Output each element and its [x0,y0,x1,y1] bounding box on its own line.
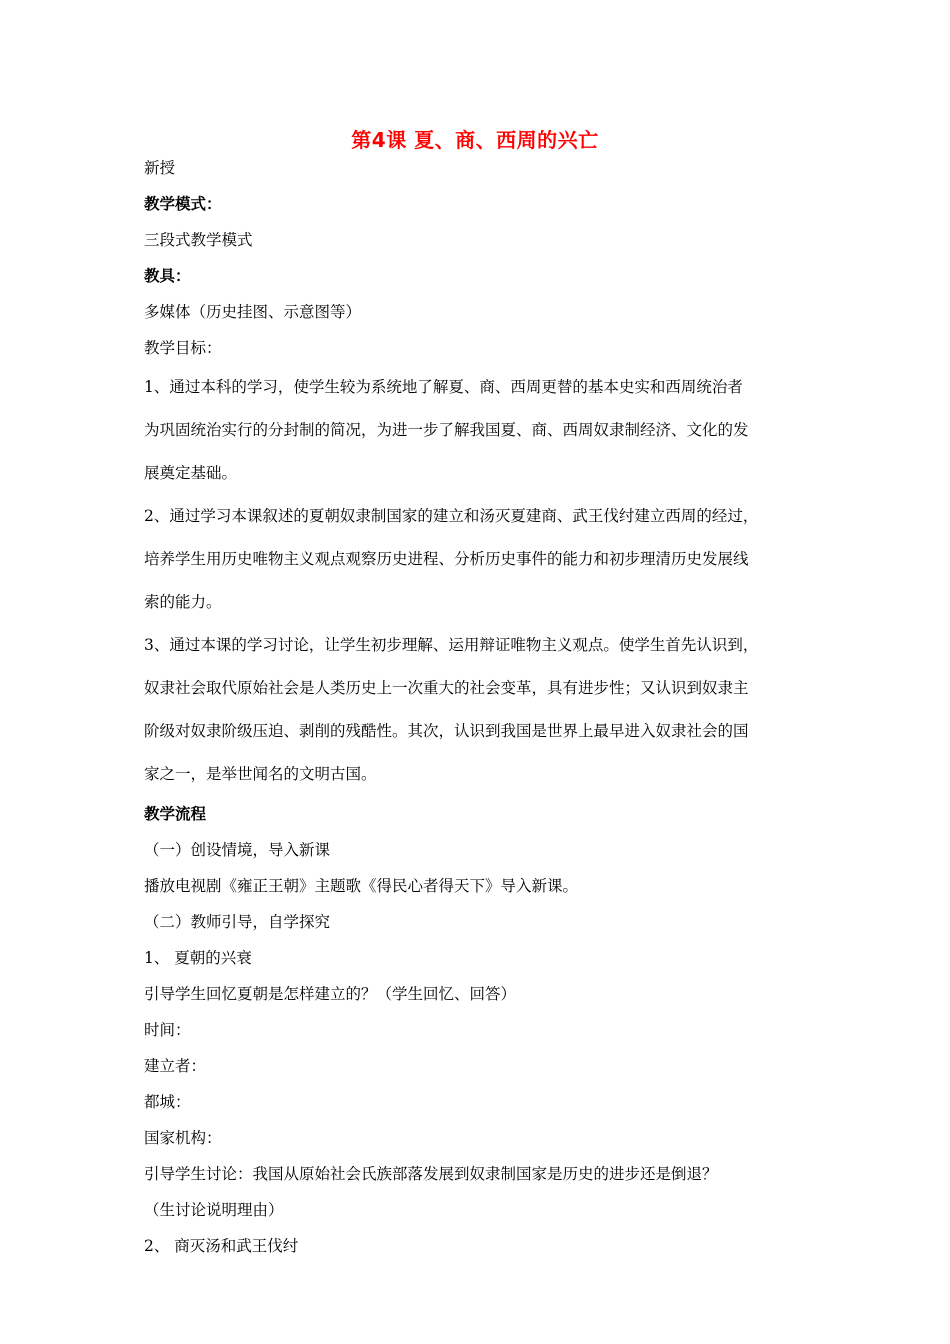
flow-step-intro-detail: 播放电视剧《雍正王朝》主题歌《得民心者得天下》导入新课。 [144,877,579,895]
objective-3-line: 阶级对奴隶阶级压迫、剥削的残酷性。其次，认识到我国是世界上最早进入奴隶社会的国 [144,722,749,740]
flow-xia-institutions: 国家机构： [144,1129,222,1147]
flow-step-intro: （一）创设情境，导入新课 [144,841,331,859]
objective-2-line: 培养学生用历史唯物主义观点观察历史进程、分析历史事件的能力和初步理清历史发展线 [144,550,749,568]
flow-step-self-study: （二）教师引导，自学探究 [144,913,331,931]
flow-xia-question: 引导学生回忆夏朝是怎样建立的？（学生回忆、回答） [144,985,517,1003]
teaching-mode-text: 三段式教学模式 [144,231,253,249]
teaching-objectives-heading: 教学目标： [144,339,222,357]
flow-xia-heading: 1、 夏朝的兴衰 [144,949,252,967]
objective-3-line: 家之一，是举世闻名的文明古国。 [144,765,377,783]
flow-xia-capital: 都城： [144,1093,191,1111]
objective-1-line: 1、通过本科的学习，使学生较为系统地了解夏、商、西周更替的基本史实和西周统治者 [144,378,743,396]
objective-1 [144,366,814,495]
document-body [144,150,814,1264]
document-title: 第4课 夏、商、西周的兴亡 [351,128,599,152]
teaching-mode-heading: 教学模式： [144,195,222,213]
objective-1-line: 为巩固统治实行的分封制的简况，为进一步了解我国夏、商、西周奴隶制经济、文化的发 [144,421,749,439]
teaching-flow-heading: 教学流程 [144,805,207,823]
objective-2-line: 2、通过学习本课叙述的夏朝奴隶制国家的建立和汤灭夏建商、武王伐纣建立西周的经过， [144,507,759,525]
teaching-tools-heading: 教具： [144,267,191,285]
objective-1-line: 展奠定基础。 [144,464,238,482]
objective-3-line: 3、通过本课的学习讨论，让学生初步理解、运用辩证唯物主义观点。使学生首先认识到， [144,636,759,654]
objective-3-line: 奴隶社会取代原始社会是人类历史上一次重大的社会变革，具有进步性；又认识到奴隶主 [144,679,749,697]
lesson-type: 新授 [144,159,176,177]
objective-2 [144,495,814,624]
flow-discussion-note: （生讨论说明理由） [144,1201,284,1219]
flow-xia-time: 时间： [144,1021,191,1039]
teaching-tools-text: 多媒体（历史挂图、示意图等） [144,303,362,321]
flow-discussion-prompt: 引导学生讨论：我国从原始社会氏族部落发展到奴隶制国家是历史的进步还是倒退？ [144,1165,718,1183]
flow-shang-heading: 2、 商灭汤和武王伐纣 [144,1237,299,1255]
objective-2-line: 索的能力。 [144,593,222,611]
flow-xia-founder: 建立者： [144,1057,207,1075]
objective-3 [144,624,814,796]
